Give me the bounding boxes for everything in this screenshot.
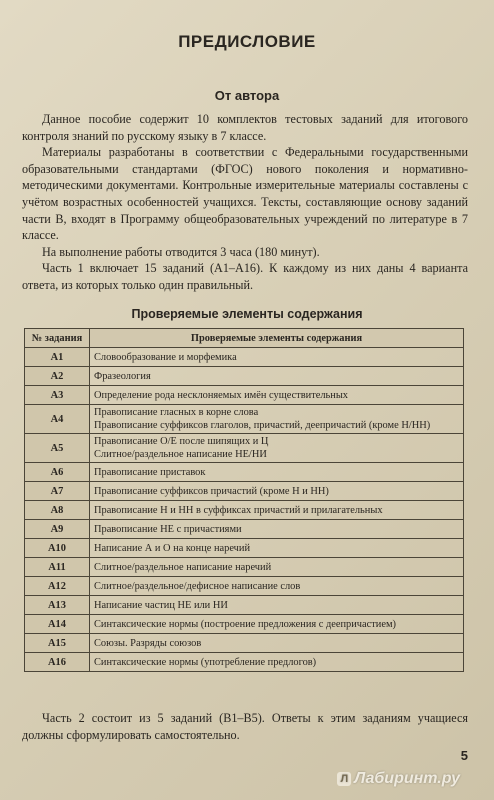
table-row xyxy=(25,558,464,577)
table-row xyxy=(25,434,464,463)
table-row xyxy=(25,367,464,386)
content-elements-table xyxy=(24,328,464,672)
content-element-cell xyxy=(90,434,464,463)
content-element-line: Фразеология xyxy=(94,370,151,382)
task-code-cell: А5 xyxy=(25,434,90,463)
content-element-line: Слитное/раздельное написание наречий xyxy=(94,561,272,573)
task-code-cell: А6 xyxy=(25,463,90,482)
watermark xyxy=(337,770,460,788)
table-row xyxy=(25,596,464,615)
table-row xyxy=(25,539,464,558)
outro-text xyxy=(22,710,468,744)
task-code-cell: А9 xyxy=(25,520,90,539)
content-element-cell xyxy=(90,634,464,653)
table-row xyxy=(25,501,464,520)
content-element-cell xyxy=(90,520,464,539)
content-element-cell xyxy=(90,539,464,558)
content-element-line: Правописание Н и НН в суффиксах причастий и прилагательных xyxy=(94,504,383,516)
page-title: ПРЕДИСЛОВИЕ xyxy=(178,32,316,51)
table-row xyxy=(25,405,464,434)
page-number: 5 xyxy=(460,748,468,763)
content-element-cell xyxy=(90,653,464,672)
watermark-text: Лабиринт.ру xyxy=(354,770,460,787)
content-element-line: Правописание гласных в корне слова xyxy=(94,407,259,418)
content-element-line: Написание А и О на конце наречий xyxy=(94,542,251,554)
author-heading: От автора xyxy=(214,88,280,103)
content-element-cell xyxy=(90,405,464,434)
content-element-cell xyxy=(90,596,464,615)
content-element-line: Слитное/раздельное/дефисное написание слов xyxy=(94,580,301,592)
table-row xyxy=(25,520,464,539)
content-element-cell xyxy=(90,615,464,634)
content-element-cell xyxy=(90,463,464,482)
content-element-line: Правописание НЕ с причастиями xyxy=(94,523,242,535)
content-element-line: Правописание суффиксов причастий (кроме Н и НН) xyxy=(94,485,329,497)
task-code-cell: А4 xyxy=(25,405,90,434)
task-code-cell: А16 xyxy=(25,653,90,672)
content-element-line: Правописание приставок xyxy=(94,466,206,478)
table-row xyxy=(25,615,464,634)
content-element-line: Написание частиц НЕ или НИ xyxy=(94,599,228,611)
intro-paragraph: Часть 1 включает 15 заданий (А1–А16). К каждому из них даны 4 варианта ответа, из которых только один правильный. xyxy=(22,261,468,292)
content-element-cell xyxy=(90,577,464,596)
content-element-cell xyxy=(90,501,464,520)
task-code-cell: А14 xyxy=(25,615,90,634)
table-row xyxy=(25,482,464,501)
table-header-row xyxy=(25,329,464,348)
table-caption: Проверяемые элементы содержания xyxy=(131,307,363,321)
outro-paragraph: Часть 2 состоит из 5 заданий (В1–В5). Ответы к этим заданиям учащиеся должны сформулировать самостоятельно. xyxy=(22,711,468,742)
task-code-cell: А3 xyxy=(25,386,90,405)
content-element-line: Определение рода несклоняемых имён существительных xyxy=(94,389,349,401)
content-element-line: Синтаксические нормы (употребление предлогов) xyxy=(94,656,317,668)
column-header-task-number: № задания xyxy=(25,329,90,348)
task-code-cell: А7 xyxy=(25,482,90,501)
content-element-cell xyxy=(90,558,464,577)
table-row xyxy=(25,386,464,405)
task-code-cell: А10 xyxy=(25,539,90,558)
table-row xyxy=(25,463,464,482)
table-row xyxy=(25,577,464,596)
content-element-line: Правописание О/Е после шипящих и Ц xyxy=(94,436,269,447)
table-row xyxy=(25,348,464,367)
content-element-line: Слитное/раздельное написание НЕ/НИ xyxy=(94,449,267,460)
table-row xyxy=(25,653,464,672)
labirint-logo-icon: Л xyxy=(337,772,351,786)
column-header-content-elements: Проверяемые элементы содержания xyxy=(90,329,464,348)
task-code-cell: А12 xyxy=(25,577,90,596)
task-code-cell: А15 xyxy=(25,634,90,653)
table-row xyxy=(25,634,464,653)
intro-text xyxy=(22,111,468,294)
content-element-cell xyxy=(90,367,464,386)
intro-paragraph: Материалы разработаны в соответствии с Федеральными государственными образовательными стандартами (ФГОС) нового поколения и нормативно-методическими документами. Контрольные измерительные материалы составлены с учётом возрастных особенностей учащихся. Тексты, составляющие основу заданий части В, входят в Программу общеобразовательных учреждений по литературе в 7 классе. xyxy=(22,145,468,243)
content-element-line: Союзы. Разряды союзов xyxy=(94,637,202,649)
content-element-cell xyxy=(90,386,464,405)
content-element-line: Синтаксические нормы (построение предложения с деепричастием) xyxy=(94,618,397,630)
task-code-cell: А1 xyxy=(25,348,90,367)
task-code-cell: А11 xyxy=(25,558,90,577)
table-body xyxy=(25,348,464,672)
intro-paragraph: Данное пособие содержит 10 комплектов тестовых заданий для итогового контроля знаний по русскому языку в 7 классе. xyxy=(22,112,468,143)
content-element-line: Правописание суффиксов глаголов, причастий, деепричастий (кроме Н/НН) xyxy=(94,420,431,431)
intro-paragraph: На выполнение работы отводится 3 часа (180 минут). xyxy=(42,244,320,259)
task-code-cell: А13 xyxy=(25,596,90,615)
content-element-cell xyxy=(90,348,464,367)
content-element-cell xyxy=(90,482,464,501)
content-element-line: Словообразование и морфемика xyxy=(94,351,237,363)
task-code-cell: А2 xyxy=(25,367,90,386)
task-code-cell: А8 xyxy=(25,501,90,520)
